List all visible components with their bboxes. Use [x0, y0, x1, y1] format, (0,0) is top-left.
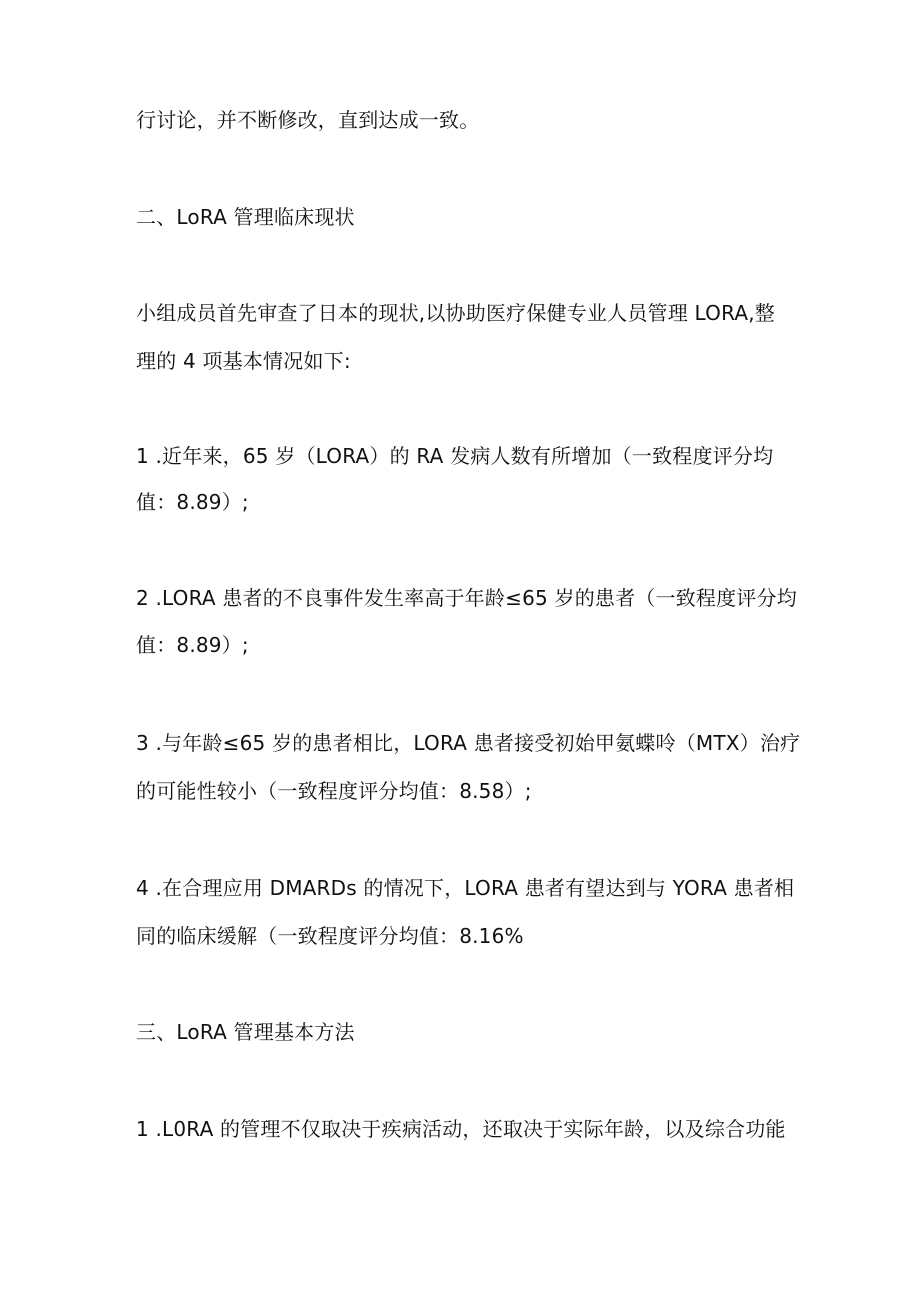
section-2-heading: 二、LoRA 管理临床现状 — [136, 205, 355, 229]
section-3-heading: 三、LoRA 管理基本方法 — [136, 1020, 355, 1044]
section-3-item-1-line-1: 1 .L0RA 的管理不仅取决于疾病活动，还取决于实际年龄，以及综合功能 — [136, 1117, 786, 1141]
section-2-item-4-line-2: 同的临床缓解（一致程度评分均值：8.16% — [136, 924, 524, 948]
section-2-item-2-line-1: 2 .LORA 患者的不良事件发生率高于年龄≤65 岁的患者（一致程度评分均 — [136, 586, 797, 610]
section-2-item-2-line-2: 值：8.89）; — [136, 633, 249, 657]
section-2-item-4-line-1: 4 .在合理应用 DMARDs 的情况下，LORA 患者有望达到与 YORA 患者相 — [136, 876, 795, 900]
section-2-item-3-line-2: 的可能性较小（一致程度评分均值：8.58）; — [136, 779, 532, 803]
paragraph-intro-tail: 行讨论，并不断修改，直到达成一致。 — [136, 108, 480, 132]
section-2-item-3-line-1: 3 .与年龄≤65 岁的患者相比，LORA 患者接受初始甲氨蝶呤（MTX）治疗 — [136, 731, 801, 755]
section-2-item-1-line-2: 值：8.89）; — [136, 490, 249, 514]
section-2-intro-line-2: 理的 4 项基本情况如下: — [136, 349, 351, 373]
section-2-intro-line-1: 小组成员首先审查了日本的现状,以协助医疗保健专业人员管理 LORA,整 — [136, 301, 776, 325]
section-2-item-1-line-1: 1 .近年来，65 岁（LORA）的 RA 发病人数有所增加（一致程度评分均 — [136, 444, 774, 468]
